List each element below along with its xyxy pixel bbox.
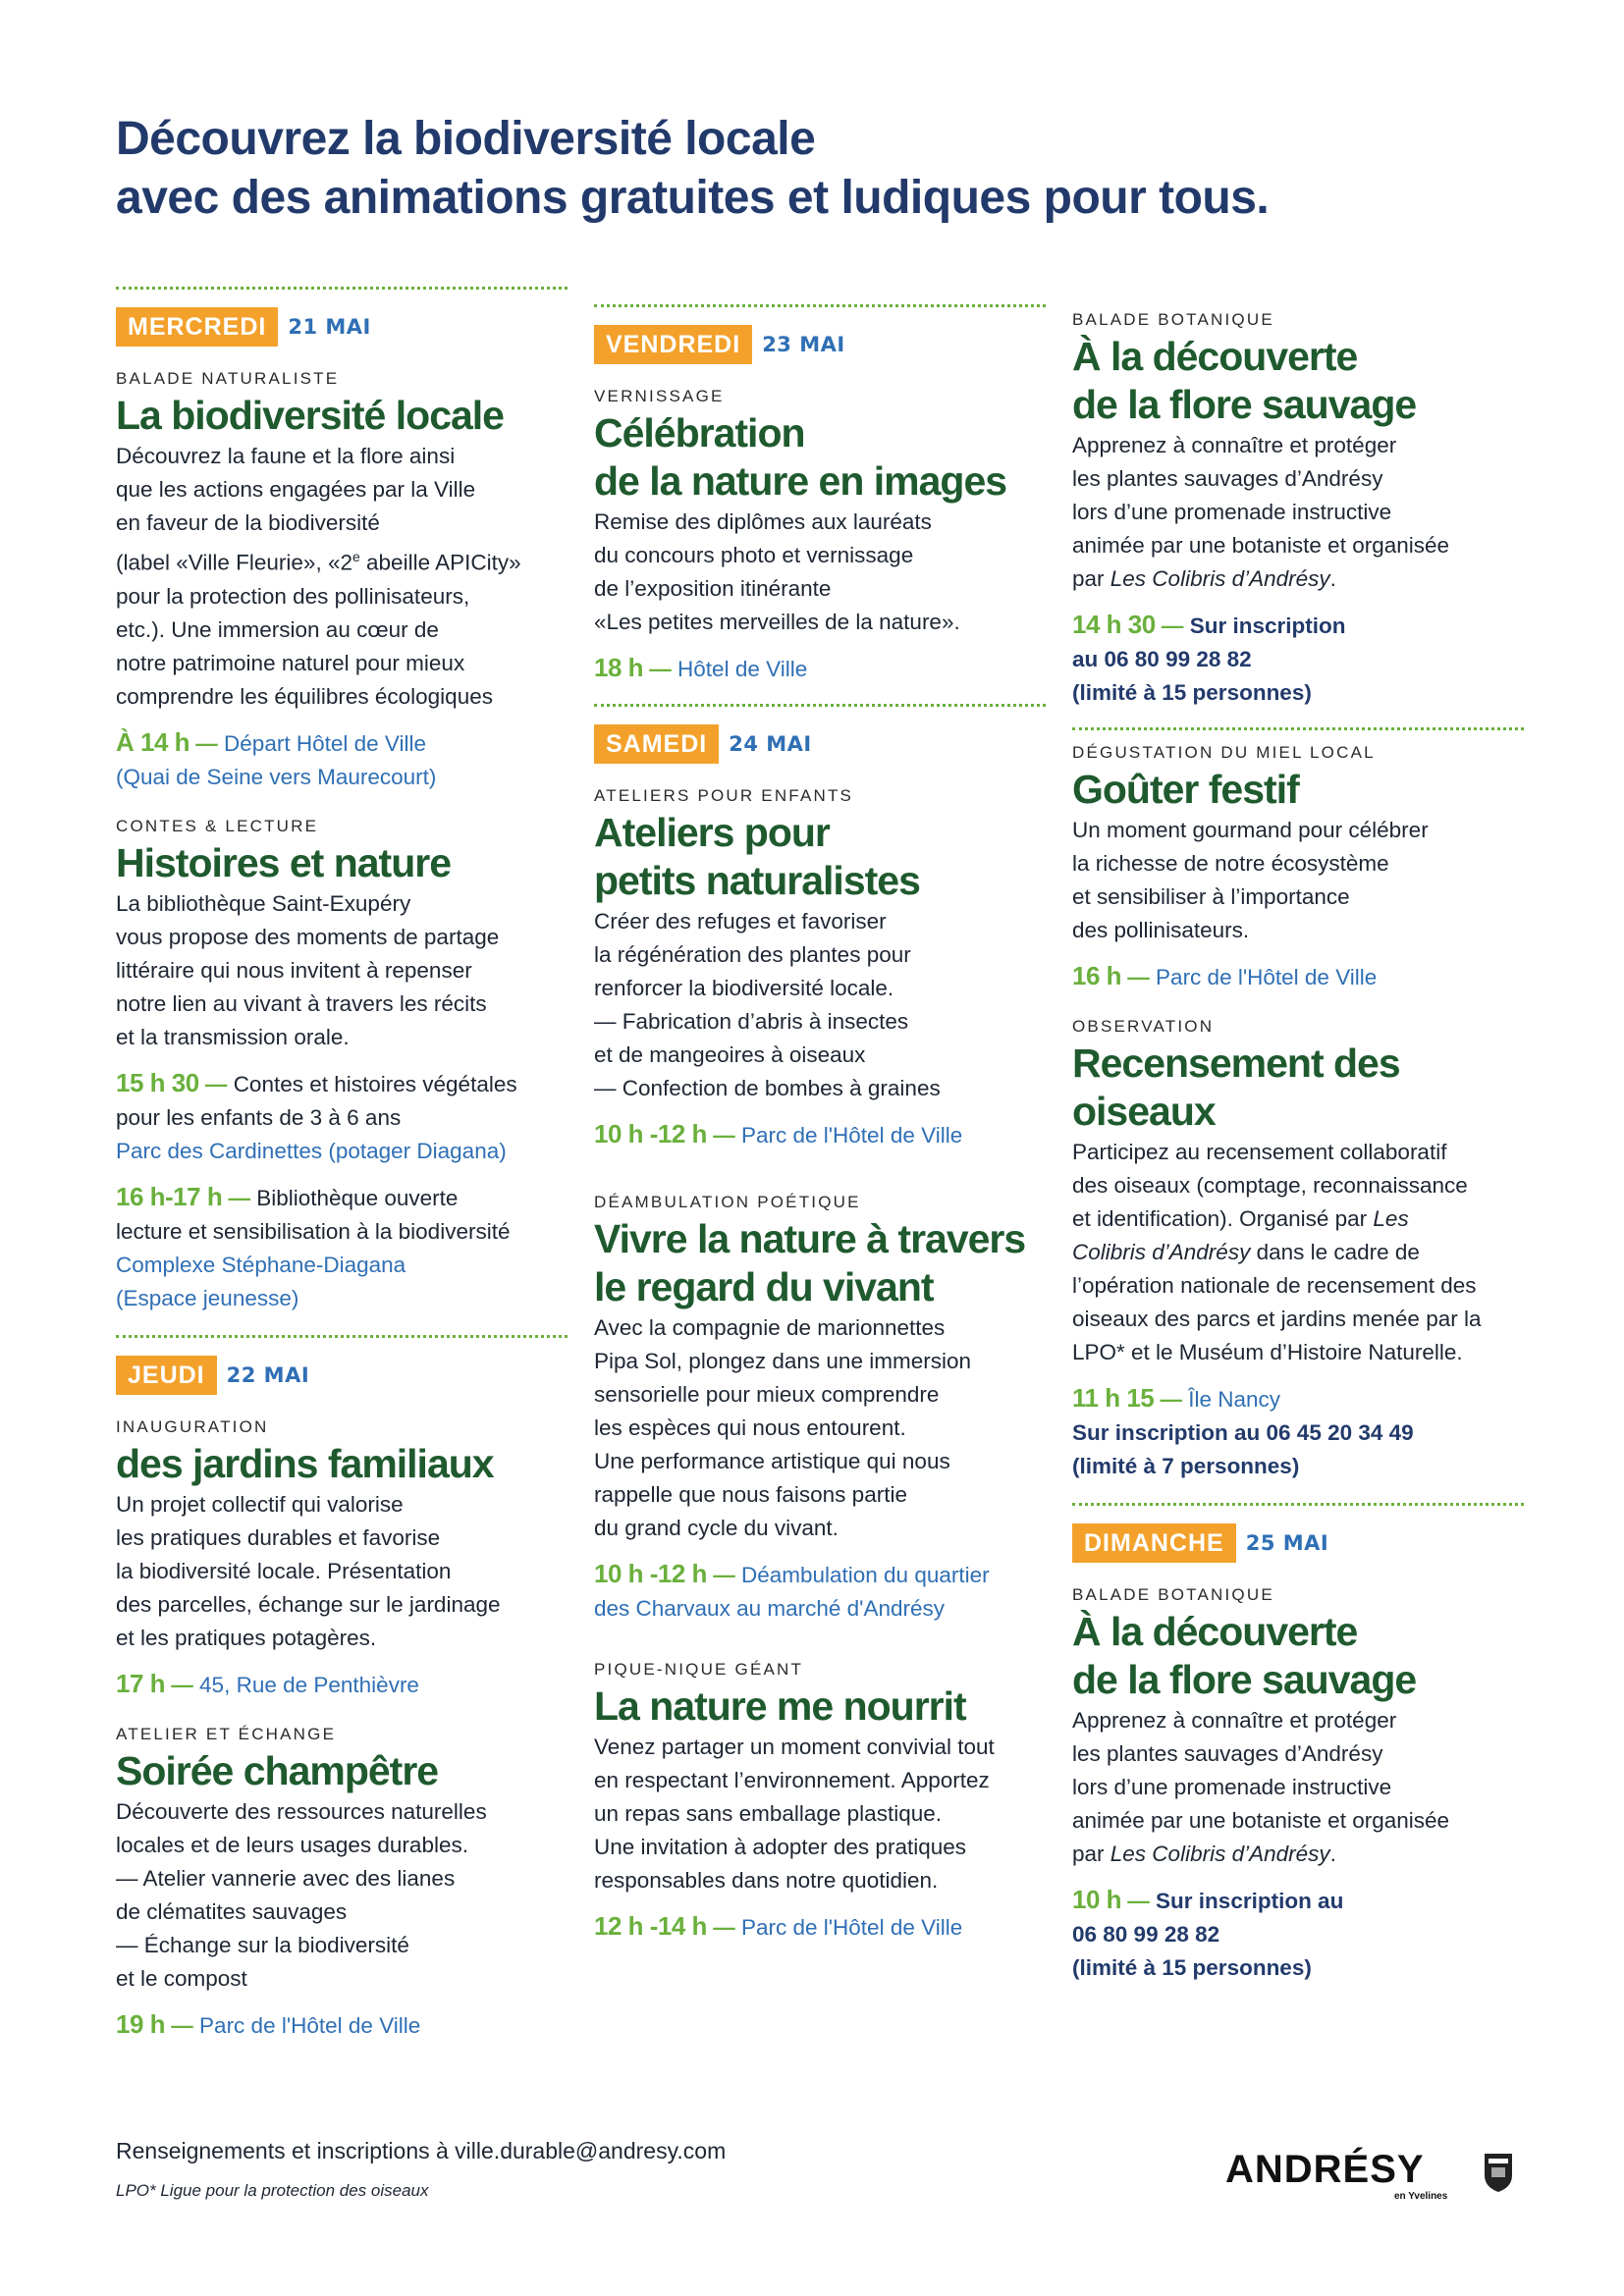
event-description: La bibliothèque Saint-Exupéry vous propose des moments de partage littéraire qui nous invitent à repenser notre lien au vivant à travers les récits et la transmission orale. <box>116 890 500 1049</box>
day-tag: MERCREDI <box>116 307 278 347</box>
event-category: VERNISSAGE <box>594 387 725 405</box>
event-time-1: 15 h 30 — Contes et histoires végétales pour les enfants de 3 à 6 ans Parc des Cardinettes (potager Diagana) <box>116 1067 517 1163</box>
event-category: CONTES & LECTURE <box>116 816 319 835</box>
event-description: Remise des diplômes aux lauréats du concours photo et vernissage de l’exposition itinérante «Les petites merveilles de la nature». <box>594 509 960 634</box>
event-description: Venez partager un moment convivial tout en respectant l’environnement. Apportez un repas sans emballage plastique. Une invitation à adopter des pratiques responsables dans notre quotidien. <box>594 1735 995 1893</box>
day-date: 24 MAI <box>729 732 812 756</box>
event-title: La nature me nourrit <box>594 1683 966 1729</box>
event-title: Vivre la nature à travers le regard du vivant <box>594 1216 1026 1309</box>
event-category: DÉGUSTATION DU MIEL LOCAL <box>1072 743 1376 762</box>
coat-of-arms-icon <box>1483 2150 1514 2193</box>
event-time: 19 h — Parc de l'Hôtel de Ville <box>116 2008 421 2039</box>
event-description: Découvrez la faune et la flore ainsi que les actions engagées par la Ville en faveur de la biodiversité (label «Ville Fleurie», «2e abeille APICity» pour la protection des pollinisateurs, etc.). Une immersion au cœur de notre patrimoine naturel pour mieux comprendre les équilibres écologiques <box>116 444 521 709</box>
event-category: ATELIERS POUR ENFANTS <box>594 786 854 805</box>
event-time: 14 h 30 — Sur inscription au 06 80 99 28 82 (limité à 15 personnes) <box>1072 610 1346 705</box>
column-2 <box>594 304 1046 1945</box>
event-time: 10 h — Sur inscription au 06 80 99 28 82 (limité à 15 personnes) <box>1072 1885 1344 1980</box>
day-tag: SAMEDI <box>594 724 719 764</box>
event-gouter-festif <box>1072 742 1524 994</box>
event-title: À la découverte de la flore sauvage <box>1072 1609 1417 1702</box>
day-header-sunday <box>1072 1523 1524 1563</box>
event-nature-me-nourrit <box>594 1659 1046 1945</box>
dotted-divider <box>116 1335 568 1338</box>
day-date: 21 MAI <box>288 315 371 339</box>
column-1 <box>116 287 568 2043</box>
event-biodiversite-locale <box>116 368 568 794</box>
event-time: 12 h -14 h — Parc de l'Hôtel de Ville <box>594 1911 963 1941</box>
event-category: INAUGURATION <box>116 1416 269 1436</box>
event-time: À 14 h — Départ Hôtel de Ville (Quai de Seine vers Maurecourt) <box>116 726 437 789</box>
day-date: 22 MAI <box>226 1362 310 1387</box>
lpo-note: LPO* Ligue pour la protection des oiseaux <box>116 2181 429 2200</box>
event-category: BALADE BOTANIQUE <box>1072 310 1274 329</box>
event-title: Recensement des oiseaux <box>1072 1041 1400 1134</box>
event-flore-sauvage-1 <box>1072 309 1524 710</box>
column-3 <box>1072 304 1524 1985</box>
event-description: Un projet collectif qui valorise les pratiques durables et favorise la biodiversité locale. Présentation des parcelles, échange sur le jardinage et les pratiques potagères. <box>116 1491 501 1650</box>
event-vivre-la-nature <box>594 1192 1046 1626</box>
logo-subtitle: en Yvelines <box>1394 2191 1448 2202</box>
day-tag: DIMANCHE <box>1072 1523 1236 1563</box>
event-soiree-champetre <box>116 1724 568 2043</box>
event-time: 10 h -12 h — Déambulation du quartier des Charvaux au marché d'Andrésy <box>594 1559 990 1621</box>
event-time-2: 16 h-17 h — Bibliothèque ouverte lecture et sensibilisation à la biodiversité Complexe Stéphane-Diagana (Espace jeunesse) <box>116 1181 511 1310</box>
event-category: BALADE BOTANIQUE <box>1072 1585 1274 1604</box>
dotted-divider <box>116 287 568 290</box>
event-histoires-nature <box>116 816 568 1315</box>
dotted-divider <box>594 304 1046 307</box>
event-recensement-oiseaux <box>1072 1016 1524 1483</box>
day-header-wednesday <box>116 307 568 347</box>
day-date: 23 MAI <box>762 333 845 356</box>
logo-wordmark: ANDRÉSY <box>1225 2148 1425 2191</box>
day-header-thursday <box>116 1356 568 1395</box>
day-header-friday <box>594 325 1046 364</box>
event-category: PIQUE-NIQUE GÉANT <box>594 1660 804 1679</box>
event-category: DÉAMBULATION POÉTIQUE <box>594 1193 861 1211</box>
event-title: La biodiversité locale <box>116 393 504 438</box>
event-description: Créer des refuges et favoriser la régénération des plantes pour renforcer la biodiversité locale. — Fabrication d’abris à insectes et de mangeoires à oiseaux — Confection de bombes à graines <box>594 909 941 1100</box>
event-celebration-nature <box>594 386 1046 686</box>
event-time: 16 h — Parc de l'Hôtel de Ville <box>1072 961 1378 990</box>
event-title: Histoires et nature <box>116 839 451 885</box>
event-description: Un moment gourmand pour célébrer la richesse de notre écosystème et sensibiliser à l’importance des pollinisateurs. <box>1072 818 1429 942</box>
event-time: 17 h — 45, Rue de Penthièvre <box>116 1668 419 1698</box>
event-flore-sauvage-2 <box>1072 1584 1524 1985</box>
dotted-divider <box>1072 727 1524 730</box>
event-description: Apprenez à connaître et protéger les plantes sauvages d’Andrésy lors d’une promenade instructive animée par une botaniste et organisée par Les Colibris d’Andrésy. <box>1072 433 1450 591</box>
event-category: OBSERVATION <box>1072 1017 1215 1036</box>
day-tag: VENDREDI <box>594 325 752 364</box>
event-description: Apprenez à connaître et protéger les plantes sauvages d’Andrésy lors d’une promenade instructive animée par une botaniste et organisée par Les Colibris d’Andrésy. <box>1072 1708 1450 1866</box>
event-jardins-familiaux <box>116 1416 568 1702</box>
event-category: ATELIER ET ÉCHANGE <box>116 1724 337 1743</box>
page-title <box>116 110 1490 228</box>
event-time: 10 h -12 h — Parc de l'Hôtel de Ville <box>594 1119 963 1148</box>
event-time: 18 h — Hôtel de Ville <box>594 653 808 682</box>
event-description: Avec la compagnie de marionnettes Pipa Sol, plongez dans une immersion sensorielle pour mieux comprendre les espèces qui nous entourent. Une performance artistique qui nous rappelle que nous faisons partie du grand cycle du vivant. <box>594 1315 971 1540</box>
event-title: Célébration de la nature en images <box>594 410 1007 504</box>
contact-line: Renseignements et inscriptions à ville.durable@andresy.com <box>116 2138 727 2163</box>
event-title: des jardins familiaux <box>116 1440 494 1486</box>
day-header-saturday <box>594 724 1046 764</box>
event-time: 11 h 15 — Île Nancy Sur inscription au 06 45 20 34 49 (limité à 7 personnes) <box>1072 1383 1414 1478</box>
event-ateliers-naturalistes <box>594 785 1046 1152</box>
day-date: 25 MAI <box>1245 1531 1329 1555</box>
dotted-divider <box>594 704 1046 707</box>
event-description: Découverte des ressources naturelles locales et de leurs usages durables. — Atelier vannerie avec des lianes de clématites sauvages — Échange sur la biodiversité et le compost <box>116 1798 487 1991</box>
event-title: À la découverte de la flore sauvage <box>1072 334 1417 427</box>
day-tag: JEUDI <box>116 1356 217 1395</box>
event-title: Ateliers pour petits naturalistes <box>594 810 920 903</box>
event-title: Goûter festif <box>1072 767 1299 812</box>
event-description: Participez au recensement collaboratif des oiseaux (comptage, reconnaissance et identification). Organisé par Les Colibris d’Andrésy dans le cadre de l’opération nationale de recensement des oiseaux des parcs et jardins menée par la LPO* et le Muséum d’Histoire Naturelle. <box>1072 1140 1482 1364</box>
dotted-divider <box>1072 1503 1524 1506</box>
title-line-1: Découvrez la biodiversité locale <box>116 113 816 165</box>
title-line-2: avec des animations gratuites et ludiques pour tous. <box>116 172 1270 224</box>
event-category: BALADE NATURALISTE <box>116 369 340 388</box>
andresy-logo <box>1225 2148 1520 2207</box>
event-title: Soirée champêtre <box>116 1747 439 1793</box>
